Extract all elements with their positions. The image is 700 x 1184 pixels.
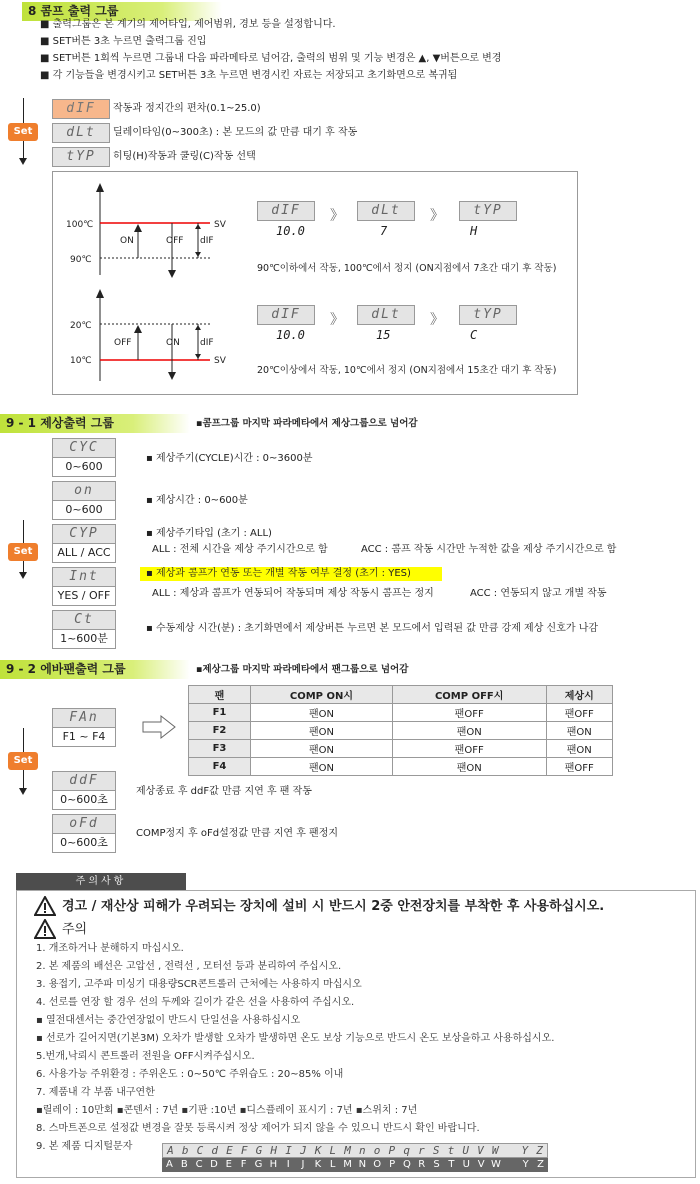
ex2-disp-dlt: dLt xyxy=(357,305,415,325)
alpha-char: I xyxy=(286,1159,290,1170)
bullet-4: ■ 각 기능들을 변경시키고 SET버튼 3초 누르면 변경시킨 자료는 저장되고 초기화면으로 복귀됨 xyxy=(40,70,458,81)
note-5: 5.번개,낙뢰시 콘트롤러 전원을 OFF시켜주십시오. xyxy=(36,1051,255,1062)
fan-col: 제상시 xyxy=(546,686,613,704)
alpha-seg-char: q xyxy=(403,1144,410,1157)
alpha-char: N xyxy=(358,1159,367,1170)
alpha-seg-char: V xyxy=(477,1144,484,1157)
param-int-desc: ▪ 제상과 콤프가 연동 또는 개별 작동 여부 결정 (초기 : YES) xyxy=(140,567,442,581)
set-button[interactable]: Set xyxy=(8,752,38,770)
alpha-seg-char: t xyxy=(447,1144,455,1157)
warning-text: 경고 / 재산상 피해가 우려되는 장치에 설비 시 반드시 2중 안전장치를 부착한 후 사용하십시오. xyxy=(62,899,605,914)
param-cyp-code: CYP xyxy=(53,525,115,544)
section-9-1-note: ▪콤프그룹 마지막 파라메타에서 제상그룹으로 넘어감 xyxy=(196,418,418,429)
note-8: 8. 스마트폰으로 설정값 변경을 잘못 등록시켜 정상 제어가 되지 않을 수 있으니 반드시 확인 바랍니다. xyxy=(36,1123,480,1134)
param-cyc xyxy=(52,438,116,477)
table-row: F4 팬ON 팬ON 팬OFF xyxy=(189,758,613,776)
alphabet-segment-row xyxy=(162,1143,548,1158)
note-2: 2. 본 제품의 배선은 고압선 , 전력선 , 모터선 등과 분리하여 주십시오. xyxy=(36,961,342,972)
alpha-seg-char: o xyxy=(373,1144,381,1157)
fan-table xyxy=(188,685,613,776)
note-7a: ▪릴레이 : 10만회 ▪콘덴서 : 7년 ▪기판 :10년 ▪디스플레이 표시기 : 7년 ▪스위치 : 7년 xyxy=(36,1105,418,1116)
alpha-seg-char: r xyxy=(418,1144,425,1157)
alpha-char: Q xyxy=(402,1159,411,1170)
alpha-char xyxy=(503,1158,518,1172)
ex2-val-typ: C xyxy=(470,328,478,342)
param-cyp-desc: ▪ 제상주기타입 (초기 : ALL) xyxy=(146,528,272,539)
param-ddf xyxy=(52,771,116,810)
ex1-disp-dif: dIF xyxy=(257,201,315,221)
param-on-desc: ▪ 제상시간 : 0~600분 xyxy=(146,495,248,506)
param-ofd-code: oFd xyxy=(53,815,115,834)
param-typ: tYP xyxy=(52,147,110,167)
g2-dif: dIF xyxy=(200,338,214,348)
param-int-code: Int xyxy=(53,568,115,587)
ex1-disp-typ: tYP xyxy=(459,201,517,221)
table-row: F2 팬ON 팬ON 팬ON xyxy=(189,722,613,740)
param-ddf-desc: 제상종료 후 ddF값 만큼 지연 후 팬 작동 xyxy=(136,786,312,797)
chevron-right-icon: 》 xyxy=(330,208,344,224)
param-cyc-desc: ▪ 제상주기(CYCLE)시간 : 0~3600분 xyxy=(146,453,313,464)
chevron-right-icon: 》 xyxy=(430,208,444,224)
section-9-2-note: ▪제상그룹 마지막 파라메타에서 팬그룹으로 넘어감 xyxy=(196,664,409,675)
note-1: 1. 개조하거나 분해하지 마십시오. xyxy=(36,943,184,954)
arrow-down-icon xyxy=(19,572,27,579)
alpha-seg-char: K xyxy=(314,1144,322,1157)
alpha-char: S xyxy=(433,1159,440,1170)
fan-col: COMP OFF시 xyxy=(392,686,546,704)
section-8-title: 8 콤프 출력 그룹 xyxy=(22,2,222,21)
alpha-char: H xyxy=(269,1159,278,1170)
param-cyp-range: ALL / ACC xyxy=(57,546,111,559)
g1-sv: SV xyxy=(214,220,226,230)
alpha-char: B xyxy=(180,1159,188,1170)
note-3: 3. 용접기, 고주파 미싱기 대용량SCR콘트롤러 근처에는 사용하지 마십시오 xyxy=(36,979,362,990)
param-int-all: ALL : 제상과 콤프가 연동되어 작동되며 제상 작동시 콤프는 정지 xyxy=(152,588,434,599)
caution-icon xyxy=(34,919,56,939)
alpha-char: D xyxy=(210,1159,218,1170)
ex2-val-dif: 10.0 xyxy=(276,328,305,342)
fan-col: 팬 xyxy=(189,686,251,704)
param-int-acc: ACC : 연동되지 않고 개별 작동 xyxy=(470,588,607,599)
ex1-disp-dlt: dLt xyxy=(357,201,415,221)
param-ct xyxy=(52,610,116,649)
param-dlt-desc: 딜레이타임(0~300초) : 본 모드의 값 만큼 대기 후 작동 xyxy=(113,127,358,138)
param-typ-desc: 히팅(H)작동과 쿨링(C)작동 선택 xyxy=(113,151,256,162)
param-ofd-range: 0~600초 xyxy=(60,836,108,849)
caution-text: 주의 xyxy=(62,922,88,937)
alpha-seg-char: b xyxy=(181,1144,189,1157)
alpha-char: J xyxy=(301,1159,305,1170)
alpha-char: R xyxy=(418,1159,426,1170)
bullet-1: ■ 출력그룹은 본 계기의 제어타입, 제어범위, 경보 등을 설정합니다. xyxy=(40,19,336,30)
alpha-seg-char xyxy=(503,1144,518,1157)
bullet-3: ■ SET버튼 1회씩 누르면 그룹내 다음 파라메타로 넘어감, 출력의 범위 및 기능 변경은 ▲, ▼버튼으로 변경 xyxy=(40,53,502,64)
alpha-char: K xyxy=(314,1159,322,1170)
param-on-code: on xyxy=(53,482,115,501)
table-row: F1 팬ON 팬OFF 팬OFF xyxy=(189,704,613,722)
g2-sv: SV xyxy=(214,356,226,366)
param-ddf-code: ddF xyxy=(53,772,115,791)
alpha-seg-char: L xyxy=(329,1144,337,1157)
g2-t-low: 10℃ xyxy=(70,356,92,366)
param-cyc-code: CYC xyxy=(53,439,115,458)
ex2-disp-dif: dIF xyxy=(257,305,315,325)
digital-alphabet xyxy=(162,1143,548,1172)
alpha-char: Y xyxy=(522,1159,529,1170)
g1-on: ON xyxy=(120,236,134,246)
alpha-char: P xyxy=(389,1159,396,1170)
alpha-seg-char: P xyxy=(388,1144,396,1157)
param-on-range: 0~600 xyxy=(65,503,103,516)
alpha-seg-char: d xyxy=(211,1144,218,1157)
alpha-char: E xyxy=(225,1159,232,1170)
alpha-seg-char: J xyxy=(299,1144,307,1157)
param-dlt: dLt xyxy=(52,123,110,143)
alpha-seg-char: S xyxy=(432,1144,440,1157)
arrow-right-icon xyxy=(141,714,177,740)
section-9-2-title: 9 - 2 에바팬출력 그룹 xyxy=(0,660,190,679)
alpha-seg-char: W xyxy=(491,1144,499,1157)
bullet-2: ■ SET버튼 3초 누르면 출력그룹 진입 xyxy=(40,36,207,47)
alpha-char: Z xyxy=(537,1159,544,1170)
alpha-char: G xyxy=(254,1159,263,1170)
g2-t-high: 20℃ xyxy=(70,321,92,331)
g2-off: OFF xyxy=(114,338,132,348)
note-6: 6. 사용가능 주위환경 : 주위온도 : 0~50℃ 주위습도 : 20~85% 이내 xyxy=(36,1069,344,1080)
param-dif-desc: 작동과 정지간의 편차(0.1~25.0) xyxy=(113,103,261,114)
note-7: 7. 제품내 각 부품 내구연한 xyxy=(36,1087,155,1098)
note-4: 4. 선로를 연장 할 경우 선의 두께와 길이가 같은 선을 사용하여 주십시오. xyxy=(36,997,355,1008)
param-fan-code: FAn xyxy=(53,709,115,728)
param-ct-desc: ▪ 수동제상 시간(분) : 초기화면에서 제상버튼 누르면 본 모드에서 입력된 값 만큼 강제 제상 신호가 나감 xyxy=(146,623,599,634)
alpha-seg-char: C xyxy=(196,1144,204,1157)
warning-icon xyxy=(34,896,56,916)
set-button[interactable]: Set xyxy=(8,123,38,141)
g1-t-low: 90℃ xyxy=(70,255,92,265)
param-cyp-acc: ACC : 콤프 작동 시간만 누적한 값을 제상 주기시간으로 함 xyxy=(361,544,617,555)
alpha-seg-char: H xyxy=(270,1144,278,1157)
param-fan xyxy=(52,708,116,747)
caution-tab: 주의사항 xyxy=(16,873,186,890)
alpha-char: W xyxy=(491,1159,501,1170)
ex1-val-typ: H xyxy=(470,224,478,238)
param-int xyxy=(52,567,116,606)
ex2-val-dlt: 15 xyxy=(376,328,391,342)
alpha-char: V xyxy=(477,1159,485,1170)
param-ofd-desc: COMP정지 후 oFd설정값 만큼 지연 후 팬정지 xyxy=(136,828,339,839)
g1-dif: dIF xyxy=(200,236,214,246)
chevron-right-icon: 》 xyxy=(430,312,444,328)
g2-on: ON xyxy=(166,338,180,348)
param-cyp xyxy=(52,524,116,563)
param-cyp-all: ALL : 전체 시간을 제상 주기시간으로 함 xyxy=(152,544,328,555)
g1-off: OFF xyxy=(166,236,184,246)
alpha-seg-char: U xyxy=(462,1144,469,1157)
fan-col: COMP ON시 xyxy=(251,686,393,704)
alpha-seg-char: M xyxy=(344,1144,351,1157)
param-on xyxy=(52,481,116,520)
param-cyc-range: 0~600 xyxy=(65,460,103,473)
alpha-char: M xyxy=(343,1159,352,1170)
ex2-desc: 20℃이상에서 작동, 10℃에서 정지 (ON지점에서 15초간 대기 후 작동) xyxy=(257,365,557,376)
alpha-seg-char: A xyxy=(167,1144,174,1157)
param-ct-range: 1~600분 xyxy=(60,632,108,645)
alpha-seg-char: Y xyxy=(521,1144,529,1157)
param-ddf-range: 0~600초 xyxy=(60,793,108,806)
ex1-val-dlt: 7 xyxy=(380,224,388,238)
alpha-char: T xyxy=(448,1159,455,1170)
param-fan-range: F1 ~ F4 xyxy=(62,730,106,743)
alpha-char: F xyxy=(240,1159,247,1170)
param-dif: dIF xyxy=(52,99,110,119)
chevron-right-icon: 》 xyxy=(330,312,344,328)
arrow-down-icon xyxy=(19,158,27,165)
note-4b: ▪ 선로가 길어지면(기본3M) 오차가 발생할 오차가 발생하면 온도 보상 기능으로 반드시 온도 보상을하고 사용하십시오. xyxy=(36,1033,555,1044)
alpha-seg-char: n xyxy=(359,1144,366,1157)
alpha-seg-char: Z xyxy=(536,1144,543,1157)
alphabet-latin-row xyxy=(162,1158,548,1172)
alpha-seg-char: I xyxy=(285,1144,292,1157)
note-4a: ▪ 열전대센서는 중간연장없이 반드시 단일선을 사용하십시오 xyxy=(36,1015,301,1026)
arrow-down-icon xyxy=(19,788,27,795)
alpha-char: L xyxy=(329,1159,336,1170)
alpha-seg-char: E xyxy=(226,1144,233,1157)
ex1-desc: 90℃이하에서 작동, 100℃에서 정지 (ON지점에서 7초간 대기 후 작동) xyxy=(257,263,557,274)
alpha-char: A xyxy=(166,1159,173,1170)
alpha-seg-char: F xyxy=(240,1144,248,1157)
alpha-char: C xyxy=(195,1159,203,1170)
alpha-char: U xyxy=(462,1159,470,1170)
note-9: 9. 본 제품 디지털문자 xyxy=(36,1141,133,1152)
param-ct-code: Ct xyxy=(53,611,115,630)
param-int-range: YES / OFF xyxy=(57,589,111,602)
param-ofd xyxy=(52,814,116,853)
g1-t-high: 100℃ xyxy=(66,220,94,230)
alpha-seg-char: G xyxy=(255,1144,263,1157)
ex2-disp-typ: tYP xyxy=(459,305,517,325)
ex1-val-dif: 10.0 xyxy=(276,224,305,238)
table-row: F3 팬ON 팬OFF 팬ON xyxy=(189,740,613,758)
section-9-1-title: 9 - 1 제상출력 그룹 xyxy=(0,414,190,433)
alpha-char: O xyxy=(373,1159,382,1170)
set-button[interactable]: Set xyxy=(8,543,38,561)
